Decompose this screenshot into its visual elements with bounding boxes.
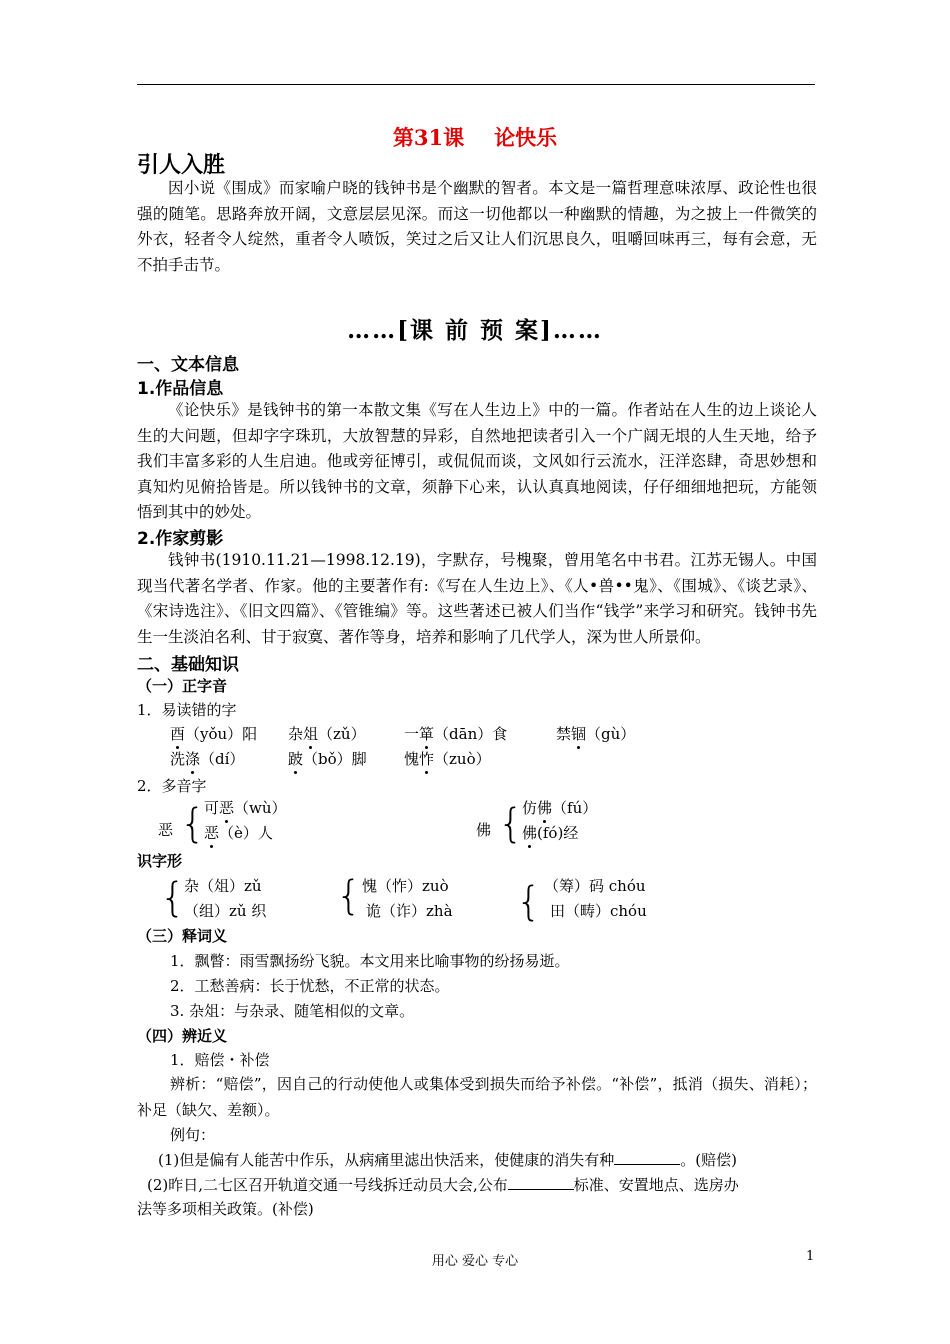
footer-slogan: 用心 爱心 专心	[431, 1254, 519, 1269]
form-item: 愧（怍）zuò	[362, 877, 449, 895]
brace-icon: {	[336, 873, 362, 919]
misread-item: 愧怍（zuò）	[404, 750, 491, 768]
misread-item: 酉（yǒu）阳	[170, 725, 258, 743]
works-heading: 1.作品信息	[137, 379, 224, 399]
polyphone-reading: 可恶（wù）	[204, 799, 287, 817]
meaning-heading: （三）释词义	[137, 927, 228, 945]
header-rule	[137, 84, 815, 85]
polyphone-label: 2．多音字	[137, 777, 207, 795]
synonym-pair: 1．赔偿・补偿	[170, 1051, 270, 1069]
meaning-item: 2．工愁善病：长于忧愁，不正常的状态。	[170, 977, 450, 995]
form-item: （组）zǔ 织	[184, 902, 267, 920]
easy-misread-label: 1．易读错的字	[137, 701, 237, 719]
page-number: 1	[806, 1249, 815, 1264]
misread-item: 禁锢（gù）	[556, 725, 636, 743]
fill-blank	[508, 1189, 574, 1190]
form-heading: 识字形	[137, 852, 183, 870]
misread-item: 杂俎（zǔ）	[288, 725, 366, 743]
brace-icon: {	[498, 801, 524, 847]
polyphone-char: 恶	[158, 821, 174, 839]
form-item: （筹）码 chóu	[544, 877, 646, 895]
form-item: 田（畴）chóu	[550, 902, 647, 920]
pronunciation-heading: （一）正字音	[137, 677, 228, 695]
misread-item: 一箪（dān）食	[404, 725, 508, 743]
synonym-analysis: 辨析：“赔偿”，因自己的行动使他人或集体受到损失而给予补偿。“补偿”，抵消（损失、消耗）；补足（缺欠、差额）。	[137, 1075, 817, 1119]
lesson-title: 论快乐	[494, 125, 558, 150]
polyphone-char: 佛	[476, 821, 492, 839]
intro-heading: 引人入胜	[137, 153, 226, 178]
synonyms-heading: （四）辨近义	[137, 1027, 228, 1045]
example-sentence: (2)昨日,二七区召开轨道交通一号线拆迁动员大会,公布 标准、安置地点、选房办	[147, 1176, 739, 1194]
brace-icon: {	[160, 875, 186, 921]
example-sentence-cont: 法等多项相关政策。(补偿)	[137, 1200, 314, 1218]
intro-paragraph: 因小说《围成》而家喻户晓的钱钟书是个幽默的智者。本文是一篇哲理意味浓厚、政论性也很强的随笔。思路奔放开阔，文意层层见深。而这一切他都以一种幽默的情趣，为之披上一件微笑的外衣，轻者令人绽然，重者令人喷饭，笑过之后又让人们沉思良久，咀嚼回味再三，每有会意，无不拍手击节。	[137, 179, 817, 274]
polyphone-reading: 仿佛（fú）	[522, 799, 598, 817]
author-paragraph: 钱钟书(1910.11.21—1998.12.19)，字默存，号槐聚，曾用笔名中书君。江苏无锡人。中国现当代著名学者、作家。他的主要著作有:《写在人生边上》、《人•兽••鬼》、《围城》、《谈艺录》、《宋诗选注》、《旧文四篇》、《管锥编》等。这些著述已被人们当作“钱学”来学习和研究。钱钟书先生一生淡泊名利、甘于寂寞、著作等身，培养和影响了几代学人，深为世人所景仰。	[137, 551, 817, 646]
lesson-number: 第31课	[392, 125, 465, 150]
example-sentence: (1)但是偏有人能苦中作乐，从病痛里滤出快活来，使健康的消失有种 。(赔偿)	[158, 1151, 737, 1169]
form-item: 诡（诈）zhà	[366, 902, 453, 920]
brace-icon: {	[180, 801, 206, 847]
misread-item: 跛（bǒ）脚	[288, 750, 367, 768]
section1-heading: 一、文本信息	[137, 355, 239, 375]
section-banner: ……[课 前 预 案]……	[347, 317, 603, 344]
meaning-item: 1．飘瞥：雨雪飘扬纷飞貌。本文用来比喻事物的纷扬易逝。	[170, 952, 570, 970]
example-label: 例句：	[170, 1126, 216, 1144]
brace-icon: {	[516, 879, 542, 925]
meaning-item: 3. 杂俎：与杂录、随笔相似的文章。	[170, 1002, 415, 1020]
author-heading: 2.作家剪影	[137, 529, 224, 549]
polyphone-reading: 恶（è）人	[204, 824, 273, 842]
fill-blank	[614, 1164, 680, 1165]
polyphone-reading: 佛(fó)经	[522, 824, 579, 842]
misread-item: 洗涤（dí）	[170, 750, 245, 768]
section2-heading: 二、基础知识	[137, 655, 239, 675]
works-paragraph: 《论快乐》是钱钟书的第一本散文集《写在人生边上》中的一篇。作者站在人生的边上谈论人生的大问题，但却字字珠玑，大放智慧的异彩，自然地把读者引入一个广阔无垠的人生天地，给予我们丰富多彩的人生启迪。他或旁征博引，或侃侃而谈，文风如行云流水，汪洋恣肆，奇思妙想和真知灼见俯拾皆是。所以钱钟书的文章，须静下心来，认认真真地阅读，仔仔细细地把玩，方能领悟到其中的妙处。	[137, 401, 817, 521]
form-item: 杂（俎）zǔ	[184, 877, 262, 895]
